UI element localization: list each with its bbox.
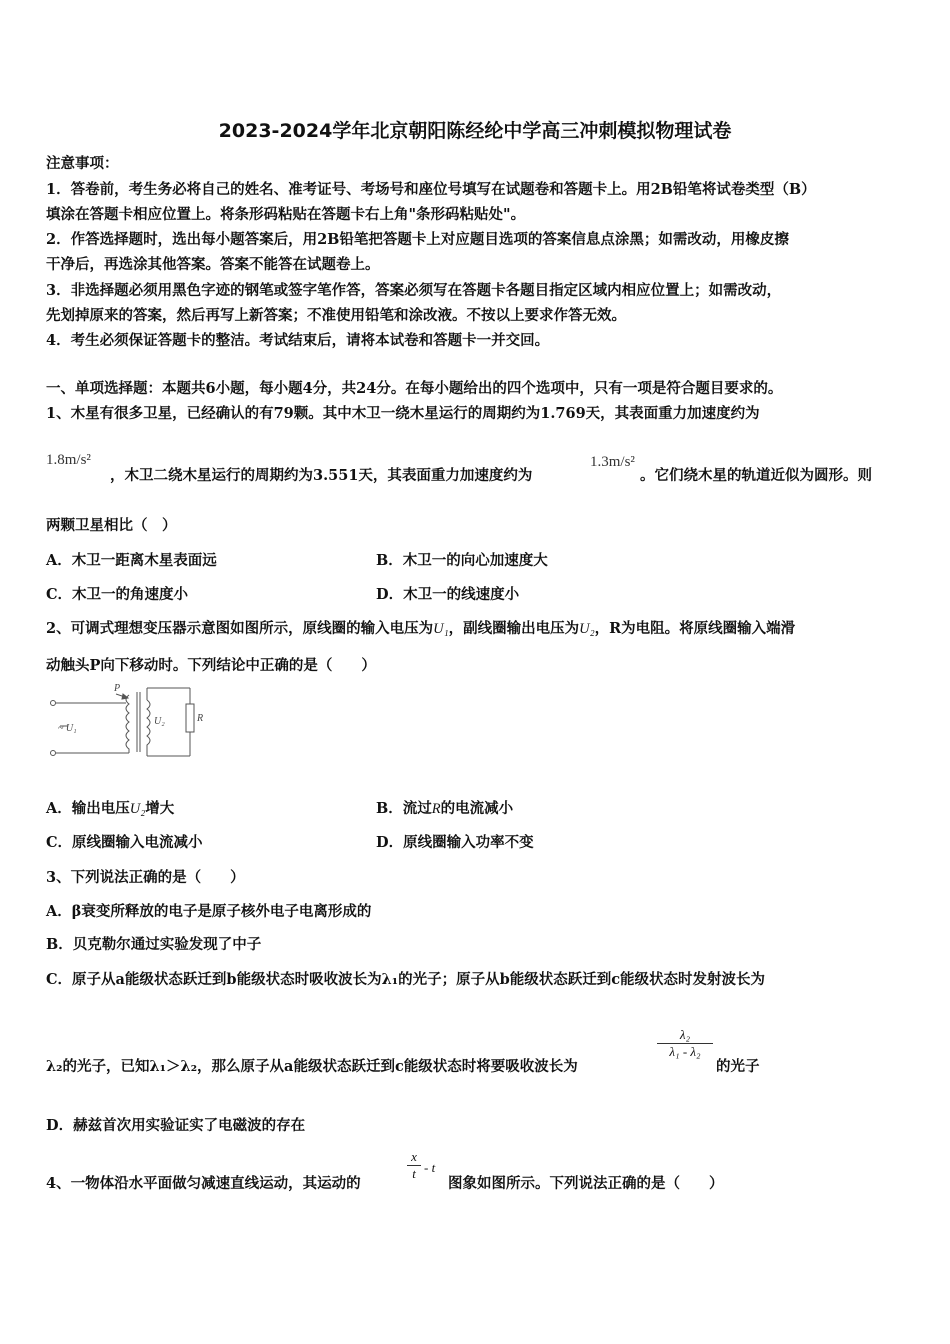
fraction-denominator: t: [412, 1166, 416, 1181]
q1-stem-line1: 1、木星有很多卫星，已经确认的有79颗。其中木卫一绕木星运行的周期约为1.769天，其表面重力加速度约为: [46, 405, 760, 422]
q2-option-a: [46, 797, 174, 818]
q1-option-d: D．木卫一的线速度小: [376, 586, 520, 603]
u1-label: ~ U₁: [58, 723, 77, 734]
q2-stem-line1: [46, 617, 795, 638]
input-terminal-top: [51, 701, 56, 706]
notice-line: 1．答卷前，考生务必将自己的姓名、准考证号、考场号和座位号填写在试题卷和答题卡上。用2B铅笔将试卷类型（B）: [46, 181, 816, 198]
q2-option-a-text: 增大: [145, 800, 175, 817]
q2-u2-symbol: U₂: [579, 621, 595, 637]
transformer-diagram: [44, 680, 214, 762]
q3-stem: 3、下列说法正确的是（ ）: [46, 869, 245, 886]
q3-wavelength-fraction: [657, 1027, 713, 1060]
q4-stem-post: 图象如图所示。下列说法正确的是（ ）: [448, 1175, 724, 1192]
q2-option-b-text: B．流过: [376, 800, 432, 817]
q4-dash-t: - t: [424, 1160, 436, 1175]
q1-g2-formula: 1.3m/s²: [590, 454, 635, 470]
q3-option-a: A．β衰变所释放的电子是原子核外电子电离形成的: [46, 903, 372, 920]
q3-option-c-line2b: 的光子: [716, 1058, 760, 1075]
q3-option-d: D．赫兹首次用实验证实了电磁波的存在: [46, 1117, 306, 1134]
q1-g1-formula: 1.8m/s²: [46, 452, 91, 468]
q3-option-c-line2a: λ₂的光子，已知λ₁＞λ₂，那么原子从a能级状态跃迁到c能级状态时将要吸收波长为: [46, 1058, 578, 1075]
u2-label: U₂: [154, 716, 165, 727]
section-heading: 一、单项选择题：本题共6小题，每小题4分，共24分。在每小题给出的四个选项中，只有一项是符合题目要求的。: [46, 380, 783, 397]
q1-option-a: A．木卫一距离木星表面远: [46, 552, 217, 569]
q2-stem-part: ，R为电阻。将原线圈输入端滑: [594, 620, 796, 637]
q2-stem-part: 2、可调式理想变压器示意图如图所示，原线圈的输入电压为: [46, 620, 434, 637]
q3-option-c-line1: C．原子从a能级状态跃迁到b能级状态时吸收波长为λ₁的光子；原子从b能级状态跃迁到c能级状态时发射波长为: [46, 971, 766, 988]
q1-stem-line2a: ，木卫二绕木星运行的周期约为3.551天，其表面重力加速度约为: [110, 467, 533, 484]
resistor-label: R: [197, 713, 204, 724]
fraction-denominator: λ₁ - λ₂: [669, 1044, 701, 1059]
q1-stem-line2b: 。它们绕木星的轨道近似为圆形。则: [640, 467, 872, 484]
notice-line: 干净后，再选涂其他答案。答案不能答在试题卷上。: [46, 256, 380, 273]
q1-option-c: C．木卫一的角速度小: [46, 586, 189, 603]
q2-option-a-text: A．输出电压: [46, 800, 130, 817]
q2-option-b: [376, 797, 513, 818]
notice-line: 填涂在答题卡相应位置上。将条形码粘贴在答题卡右上角"条形码粘贴处"。: [46, 206, 526, 223]
fraction-numerator: x: [411, 1149, 417, 1164]
secondary-coil: [147, 700, 150, 746]
notice-heading: 注意事项：: [46, 155, 119, 172]
slider-label: P: [114, 683, 121, 694]
q1-stem-line3: 两颗卫星相比（ ）: [46, 517, 177, 534]
q2-u1-symbol: U₁: [433, 621, 449, 637]
q2-stem-line2: 动触头P向下移动时。下列结论中正确的是（ ）: [46, 657, 376, 674]
q1-option-b: B．木卫一的向心加速度大: [376, 552, 548, 569]
notice-line: 先划掉原来的答案，然后再写上新答案；不准使用铅笔和涂改液。不按以上要求作答无效。: [46, 307, 626, 324]
q2-option-a-var: U₂: [129, 801, 146, 817]
q2-option-c: C．原线圈输入电流减小: [46, 834, 203, 851]
q2-option-d: D．原线圈输入功率不变: [376, 834, 534, 851]
q2-option-b-var: R: [431, 801, 441, 817]
notice-line: 3．非选择题必须用黑色字迹的钢笔或签字笔作答，答案必须写在答题卡各题目指定区域内相应位置上；如需改动，: [46, 282, 782, 299]
input-terminal-bottom: [51, 751, 56, 756]
fraction-numerator: λ₂: [679, 1027, 691, 1042]
notice-line: 2．作答选择题时，选出每小题答案后，用2B铅笔把答题卡上对应题目选项的答案信息点涂黑；如需改动，用橡皮擦: [46, 231, 789, 248]
q4-x-over-t-fraction: [407, 1149, 421, 1182]
q3-option-b: B．贝克勒尔通过实验发现了中子: [46, 936, 262, 953]
q4-stem-pre: 4、一物体沿水平面做匀减速直线运动，其运动的: [46, 1175, 361, 1192]
resistor: [186, 704, 194, 732]
notice-line: 4．考生必须保证答题卡的整洁。考试结束后，请将本试卷和答题卡一并交回。: [46, 332, 550, 349]
q2-option-b-text: 的电流减小: [440, 800, 514, 817]
primary-coil: [126, 695, 129, 753]
q2-stem-part: ，副线圈输出电压为: [448, 620, 580, 637]
page-title: 2023-2024学年北京朝阳陈经纶中学高三冲刺模拟物理试卷: [218, 120, 732, 142]
